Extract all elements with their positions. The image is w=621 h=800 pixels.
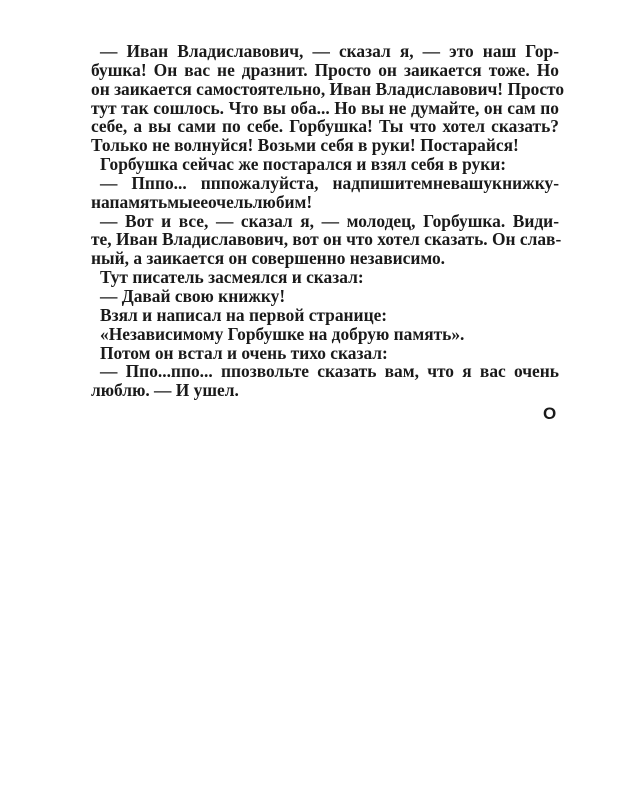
text-line: — Пппо... пппожалуйста, надпишитемневашукнижку-	[100, 172, 559, 193]
text-line: — Давай свою книжку!	[100, 285, 286, 306]
text-line: люблю. — И ушел.	[91, 380, 239, 401]
text-line: «Независимому Горбушке на добрую память».	[100, 323, 465, 344]
text-line: тут так сошлось. Что вы оба... Но вы не думайте, он сам по	[91, 97, 559, 118]
text-line: Потом он встал и очень тихо сказал:	[100, 342, 388, 363]
text-line: — Вот и все, — сказал я, — молодец, Горбушка. Види-	[100, 210, 559, 231]
text-line: он заикается самостоятельно, Иван Владиславович! Просто	[91, 78, 565, 99]
text-line: — Ппо...ппо... ппозвольте сказать вам, что я вас очень	[100, 361, 559, 382]
text-line: себе, а вы сами по себе. Горбушка! Ты что хотел сказать?	[91, 116, 559, 137]
text-line: Горбушка сейчас же постарался и взял себя в руки:	[100, 154, 507, 175]
text-line: Взял и написал на первой странице:	[100, 304, 388, 325]
text-line: Только не волнуйся! Возьми себя в руки! Постарайся!	[91, 135, 519, 156]
end-mark: O	[543, 404, 557, 423]
text-line: напамятьмыееочельлюбим!	[91, 191, 313, 212]
text-line: бушка! Он вас не дразнит. Просто он заикается тоже. Но	[91, 59, 559, 80]
text-line: те, Иван Владиславович, вот он что хотел сказать. Он слав-	[91, 229, 562, 250]
page-text	[91, 41, 565, 401]
text-block	[91, 41, 565, 401]
text-line: — Иван Владиславович, — сказал я, — это наш Гор-	[100, 41, 559, 61]
text-line: ный, а заикается он совершенно независимо.	[91, 248, 446, 269]
text-line: Тут писатель засмеялся и сказал:	[100, 267, 364, 288]
